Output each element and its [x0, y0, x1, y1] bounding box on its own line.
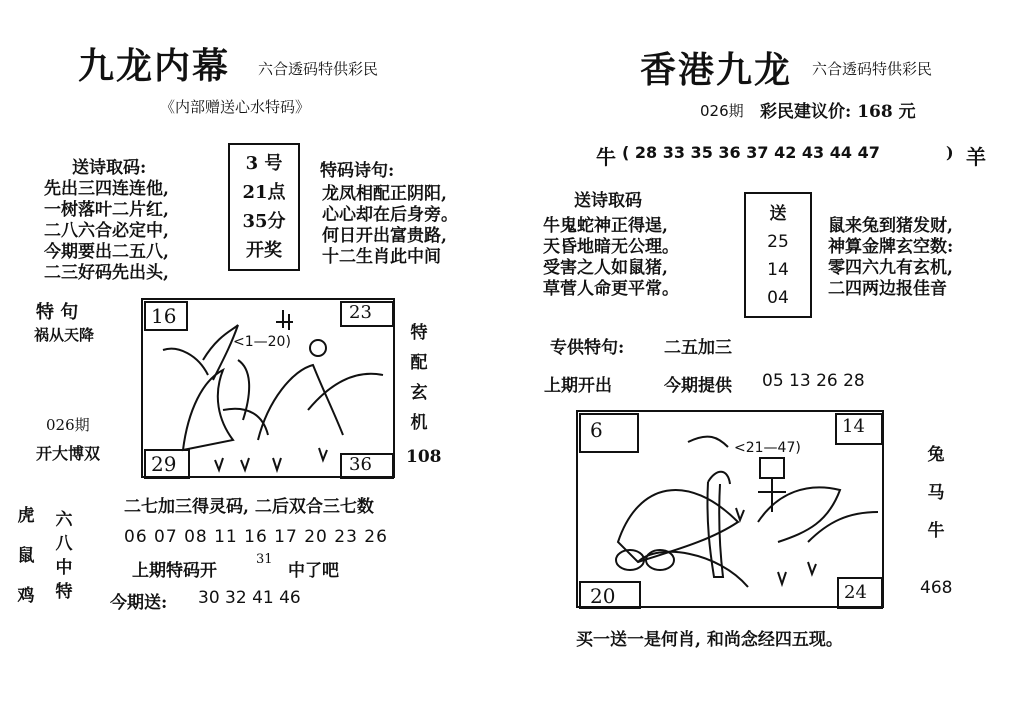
special-char: 特: [55, 582, 73, 602]
left-issue: 026期: [46, 416, 90, 434]
right-send-box: [744, 192, 812, 318]
left-pic-corner-br: 36: [349, 454, 372, 475]
left-numbers-line: 06 07 08 11 16 17 20 23 26: [124, 527, 388, 547]
right-side-vertical: [924, 436, 948, 550]
draw-label: 开奖: [246, 240, 282, 261]
left-big-small: 开大博双: [36, 444, 101, 463]
draw-minute: 35分: [242, 211, 286, 232]
left-last-number: 31: [256, 552, 273, 567]
right-issue: 026期: [700, 102, 744, 120]
left-last-suffix: 中了吧: [288, 561, 339, 581]
side-char: 马: [927, 483, 945, 503]
right-special-label: 专供特句:: [550, 338, 625, 358]
side-char: 特: [410, 323, 428, 343]
right-provide-label: 今期提供: [664, 376, 732, 396]
special-poem-line: 何日开出富贵路,: [322, 226, 447, 246]
right-poem-line: 受害之人如鼠猪,: [543, 258, 668, 278]
side-char: 机: [410, 413, 428, 433]
left-poem-line: 先出三四连连他,: [44, 179, 169, 199]
zodiac-char: 鼠: [17, 546, 35, 566]
left-tagline: 六合透码特供彩民: [258, 60, 379, 78]
left-side-number: 108: [406, 447, 442, 467]
left-poem-line: 今期要出二五八,: [44, 242, 169, 262]
left-last-label: 上期特码开: [132, 561, 217, 581]
left-poem-line: 二八六合必定中,: [44, 221, 169, 241]
send-box-number: 25: [767, 232, 789, 252]
special-char: 六: [55, 510, 73, 530]
right-ox-numbers: ( 28 33 35 36 37 42 43 44 47: [622, 143, 880, 162]
right-ox-close: ): [946, 143, 954, 162]
left-send-label: 今期送:: [110, 593, 168, 613]
left-poem-header: 送诗取码:: [72, 158, 147, 178]
right-pic-corner-br: 24: [844, 582, 867, 603]
special-char: 八: [55, 534, 73, 554]
left-side-vertical: [407, 318, 431, 438]
right-tagline: 六合透码特供彩民: [812, 60, 933, 78]
right-pic-corner-tl: 6: [590, 418, 603, 442]
left-pic-corner-tr: 23: [349, 302, 372, 323]
side-char: 兔: [927, 445, 945, 465]
left-send-numbers: 30 32 41 46: [198, 588, 301, 608]
left-special-poem-header: 特码诗句:: [320, 161, 395, 181]
right-poem-left: [543, 216, 679, 300]
right-poem-line: 零四六九有玄机,: [828, 258, 953, 278]
left-draw-time-box: [228, 143, 300, 271]
right-picture: [576, 410, 884, 608]
special-poem-line: 龙凤相配正阴阳,: [322, 184, 447, 204]
left-pic-corner-bl: 29: [151, 452, 177, 476]
right-sheep-label: 羊: [966, 145, 986, 169]
left-drawing: [143, 300, 397, 480]
left-poem: [44, 179, 169, 284]
right-provide-numbers: 05 13 26 28: [762, 371, 865, 391]
zodiac-char: 鸡: [17, 586, 35, 606]
left-title: 九龙内幕: [78, 45, 231, 87]
left-zodiac-vertical: [14, 496, 38, 616]
right-poem-header: 送诗取码: [574, 191, 642, 211]
left-pic-corner-tl: 16: [151, 304, 177, 328]
right-price: 彩民建议价: 168 元: [760, 102, 916, 122]
right-poem-line: 天昏地暗无公理。: [543, 237, 679, 257]
left-special-vertical: [52, 508, 76, 604]
right-side-number: 468: [920, 578, 953, 598]
left-special-poem: [322, 184, 458, 268]
special-poem-line: 心心却在后身旁。: [322, 205, 458, 225]
right-poem-right: [828, 216, 953, 300]
right-drawing: [578, 412, 886, 610]
right-ox-label: 牛: [596, 145, 616, 169]
side-char: 牛: [927, 521, 945, 541]
zodiac-char: 虎: [17, 506, 35, 526]
right-poem-line: 鼠来兔到猪发财,: [828, 216, 953, 236]
right-footer: 买一送一是何肖, 和尚念经四五现。: [576, 630, 843, 650]
send-box-number: 04: [767, 288, 789, 308]
special-poem-line: 十二生肖此中间: [322, 247, 441, 267]
side-char: 玄: [410, 383, 428, 403]
right-poem-line: 牛鬼蛇神正得逞,: [543, 216, 668, 236]
send-box-label: 送: [769, 204, 787, 224]
draw-number: 3 号: [245, 153, 283, 174]
right-poem-line: 神算金牌玄空数:: [828, 237, 954, 257]
left-special-label: 特 句: [36, 302, 79, 323]
right-special-value: 二五加三: [664, 338, 732, 358]
left-special-phrase: 祸从天降: [34, 326, 95, 344]
left-gift-title: 《内部赠送心水特码》: [160, 98, 311, 116]
special-char: 中: [55, 558, 73, 578]
left-poem-line: 一树落叶二片红,: [44, 200, 169, 220]
left-hint-line: 二七加三得灵码, 二后双合三七数: [124, 497, 374, 517]
right-poem-line: 二四两边报佳音: [828, 279, 947, 299]
right-last-label: 上期开出: [544, 376, 612, 396]
left-pic-annotation: <1—20): [233, 334, 291, 350]
draw-hour: 21点: [242, 182, 286, 203]
right-poem-line: 草菅人命更平常。: [543, 279, 679, 299]
send-box-number: 14: [767, 260, 789, 280]
right-pic-annotation: <21—47): [734, 440, 801, 456]
side-char: 配: [410, 353, 428, 373]
left-poem-line: 二三好码先出头,: [44, 263, 169, 283]
right-pic-corner-tr: 14: [842, 416, 865, 437]
right-pic-corner-bl: 20: [590, 584, 616, 608]
right-title: 香港九龙: [640, 49, 793, 91]
left-picture: [141, 298, 395, 478]
